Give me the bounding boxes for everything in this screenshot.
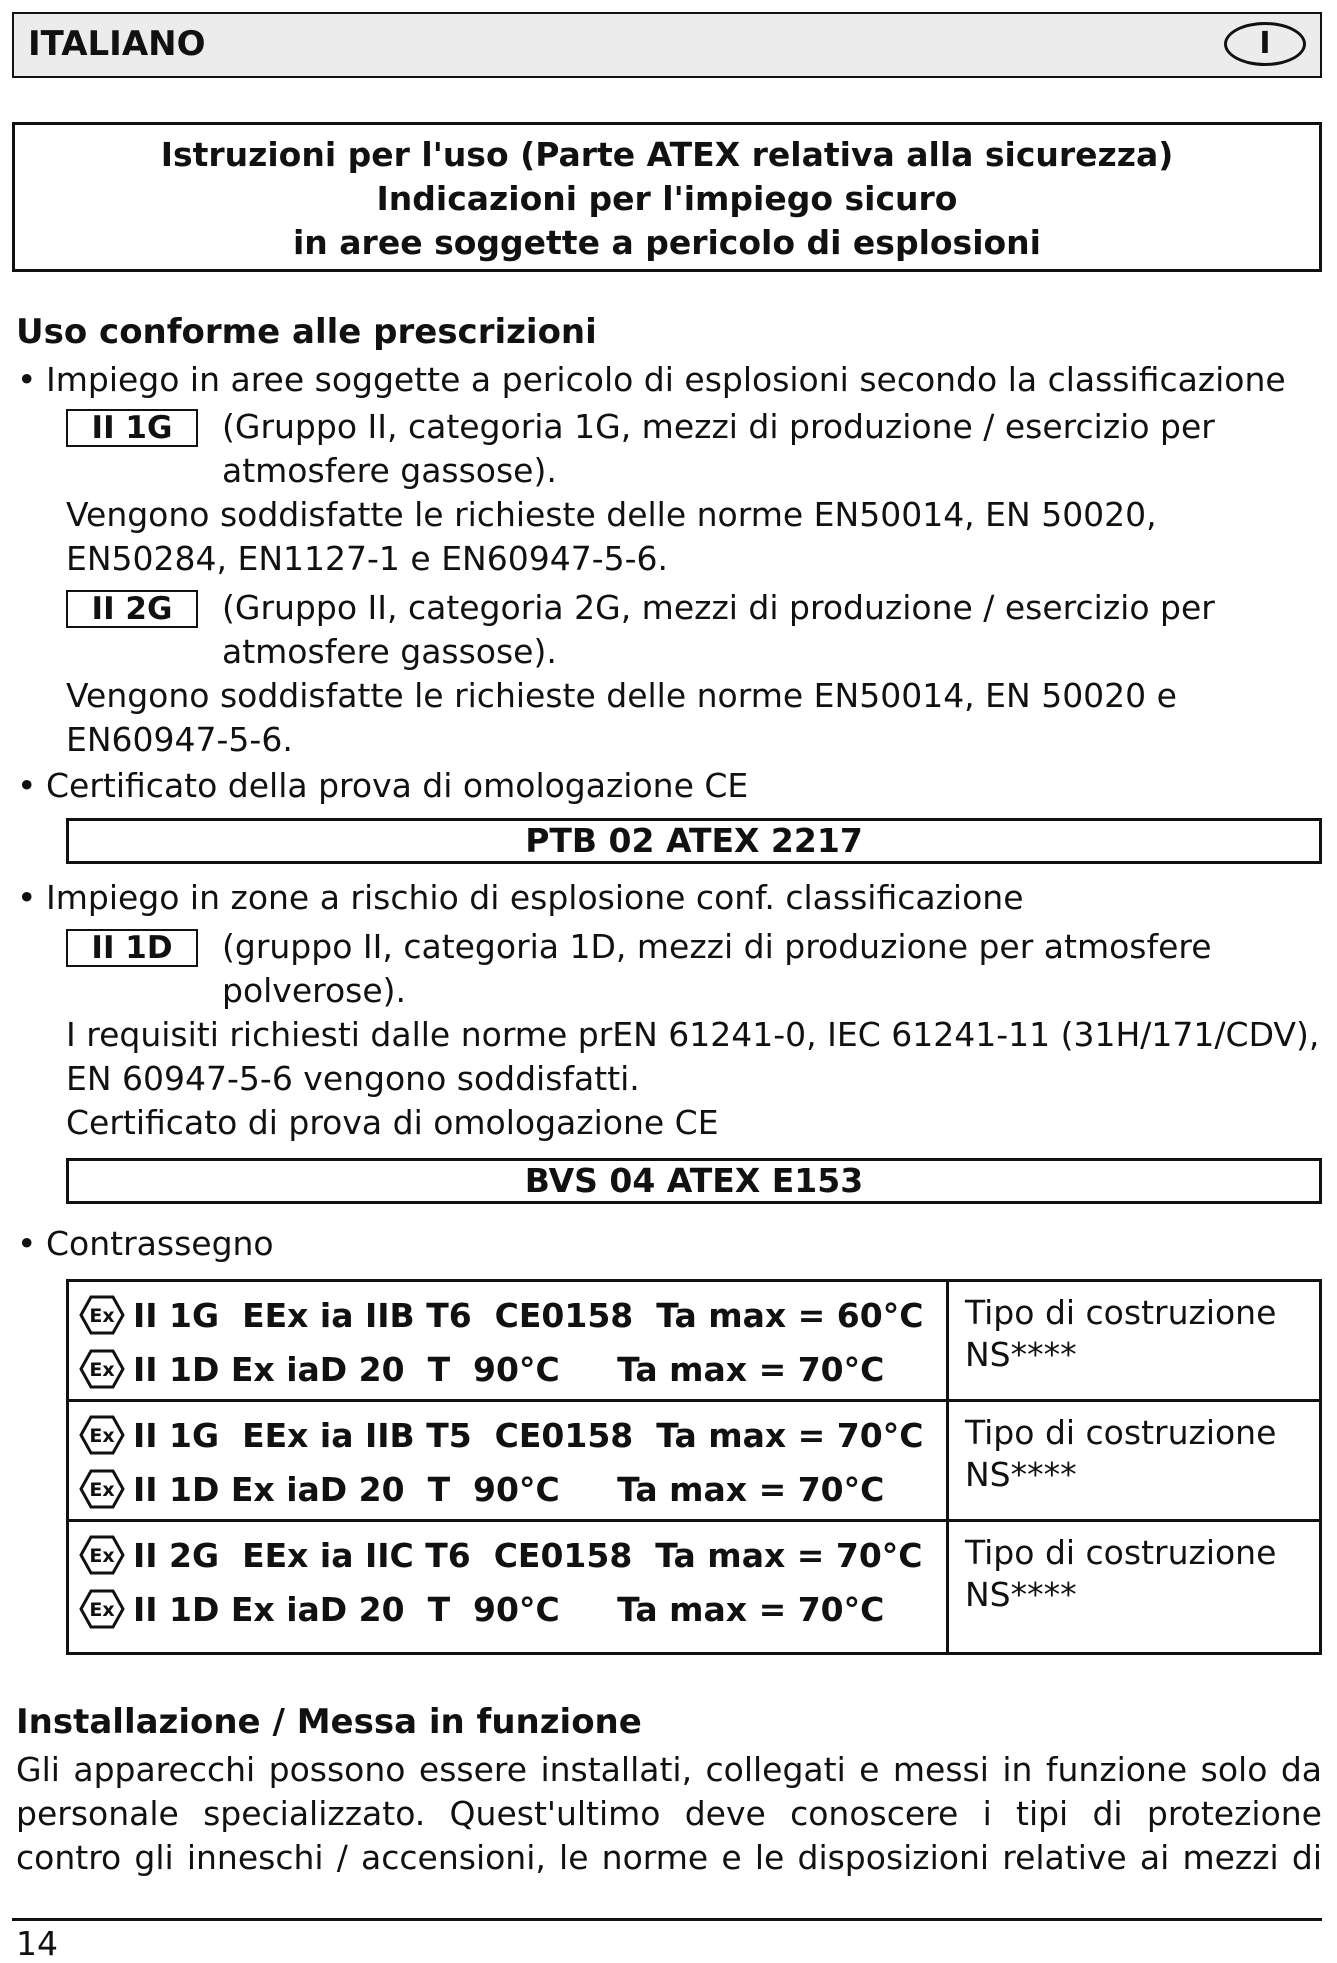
certificate-box-ptb: PTB 02 ATEX 2217: [66, 818, 1322, 864]
category-desc-1d-line1: (gruppo II, categoria 1D, mezzi di produzione per atmosfere: [222, 927, 1212, 966]
ex-hexagon-icon: [79, 1589, 125, 1629]
marking-line: [79, 1344, 884, 1394]
construction-type-cell: [965, 1532, 1276, 1616]
table-row: [69, 1282, 1319, 1402]
category-box-ii-1g: II 1G: [66, 409, 198, 447]
ex-hexagon-icon: [79, 1415, 125, 1455]
category-desc-1g-line2: atmosfere gassose).: [222, 451, 557, 490]
section-heading-uso: Uso conforme alle prescrizioni: [16, 312, 597, 352]
category-desc-1d-line2: polverose).: [222, 971, 407, 1010]
bullet-certificato: • Certificato della prova di omologazione CE: [46, 764, 748, 808]
title-line-1: Istruzioni per l'uso (Parte ATEX relativa alla sicurezza): [160, 135, 1174, 174]
title-line-2: Indicazioni per l'impiego sicuro: [376, 179, 958, 218]
marking-cell: [69, 1282, 949, 1402]
category-box-ii-1d: II 1D: [66, 929, 198, 967]
construction-type-code: NS****: [965, 1335, 1077, 1374]
marking-cell: [69, 1402, 949, 1522]
certificate-label-1d: Certificato di prova di omologazione CE: [66, 1103, 719, 1142]
norms-1g-line1: Vengono soddisfatte le richieste delle norme EN50014, EN 50020,: [66, 495, 1157, 534]
installazione-line2: personale specializzato. Quest'ultimo deve conoscere i tipi di protezione: [16, 1794, 1322, 1833]
table-row: [69, 1519, 1319, 1655]
installazione-line3: contro gli inneschi / accensioni, le norme e le disposizioni relative ai mezzi di: [16, 1838, 1322, 1877]
construction-type-cell: [965, 1412, 1276, 1496]
svg-text:Ex: Ex: [89, 1305, 115, 1327]
construction-type-label: Tipo di costruzione: [965, 1533, 1277, 1572]
construction-type-code: NS****: [965, 1455, 1077, 1494]
norms-2g-line1: Vengono soddisfatte le richieste delle norme EN50014, EN 50020 e: [66, 676, 1177, 715]
language-badge: I: [1224, 22, 1306, 66]
category-box-ii-2g: II 2G: [66, 590, 198, 628]
bullet-contrassegno: • Contrassegno: [46, 1222, 274, 1266]
construction-type-label: Tipo di costruzione: [965, 1413, 1277, 1452]
bullet-impiego-gas: • Impiego in aree soggette a pericolo di esplosioni secondo la classificazione: [46, 358, 1286, 402]
category-desc-2g-line2: atmosfere gassose).: [222, 632, 557, 671]
svg-text:Ex: Ex: [89, 1359, 115, 1381]
certificate-box-bvs: BVS 04 ATEX E153: [66, 1158, 1322, 1204]
construction-type-cell: [965, 1292, 1276, 1376]
ex-hexagon-icon: [79, 1295, 125, 1335]
category-desc-2g-line1: (Gruppo II, categoria 2G, mezzi di produzione / esercizio per: [222, 588, 1215, 627]
marking-line: [79, 1530, 923, 1580]
table-row: [69, 1399, 1319, 1522]
marking-line: [79, 1584, 884, 1634]
marking-line: [79, 1464, 884, 1514]
construction-type-label: Tipo di costruzione: [965, 1293, 1277, 1332]
marking-line: [79, 1410, 923, 1460]
section-heading-installazione: Installazione / Messa in funzione: [16, 1702, 642, 1742]
language-header-bar: [12, 12, 1322, 78]
norms-1d-line1: I requisiti richiesti dalle norme prEN 61241-0, IEC 61241-11 (31H/171/CDV),: [66, 1015, 1320, 1054]
marking-cell: [69, 1522, 949, 1655]
norms-2g-line2: EN60947-5-6.: [66, 720, 293, 759]
ex-hexagon-icon: [79, 1469, 125, 1509]
marking-text: II 1G EEx ia IIB T6 CE0158 Ta max = 60°C: [133, 1295, 924, 1335]
norms-1g-line2: EN50284, EN1127-1 e EN60947-5-6.: [66, 539, 669, 578]
title-box: [12, 122, 1322, 272]
bullet-impiego-polveri: • Impiego in zone a rischio di esplosione conf. classificazione: [46, 876, 1024, 920]
svg-text:Ex: Ex: [89, 1545, 115, 1567]
marking-line: [79, 1290, 923, 1340]
footer-divider: [12, 1918, 1322, 1921]
category-desc-1g-line1: (Gruppo II, categoria 1G, mezzi di produzione / esercizio per: [222, 407, 1215, 446]
ex-hexagon-icon: [79, 1349, 125, 1389]
svg-text:Ex: Ex: [89, 1425, 115, 1447]
marking-text: II 1D Ex iaD 20 T 90°C Ta max = 70°C: [133, 1349, 885, 1389]
installazione-line1: Gli apparecchi possono essere installati, collegati e messi in funzione solo da: [16, 1750, 1322, 1789]
marking-text: II 1G EEx ia IIB T5 CE0158 Ta max = 70°C: [133, 1415, 924, 1455]
svg-text:Ex: Ex: [89, 1479, 115, 1501]
marking-table: [66, 1279, 1322, 1655]
svg-text:Ex: Ex: [89, 1599, 115, 1621]
language-label: ITALIANO: [28, 24, 206, 64]
marking-text: II 1D Ex iaD 20 T 90°C Ta max = 70°C: [133, 1589, 885, 1629]
page-number: 14: [16, 1924, 58, 1963]
marking-text: II 1D Ex iaD 20 T 90°C Ta max = 70°C: [133, 1469, 885, 1509]
ex-hexagon-icon: [79, 1535, 125, 1575]
marking-text: II 2G EEx ia IIC T6 CE0158 Ta max = 70°C: [133, 1535, 923, 1575]
construction-type-code: NS****: [965, 1575, 1077, 1614]
norms-1d-line2: EN 60947-5-6 vengono soddisfatti.: [66, 1059, 640, 1098]
title-line-3: in aree soggette a pericolo di esplosioni: [293, 223, 1041, 262]
